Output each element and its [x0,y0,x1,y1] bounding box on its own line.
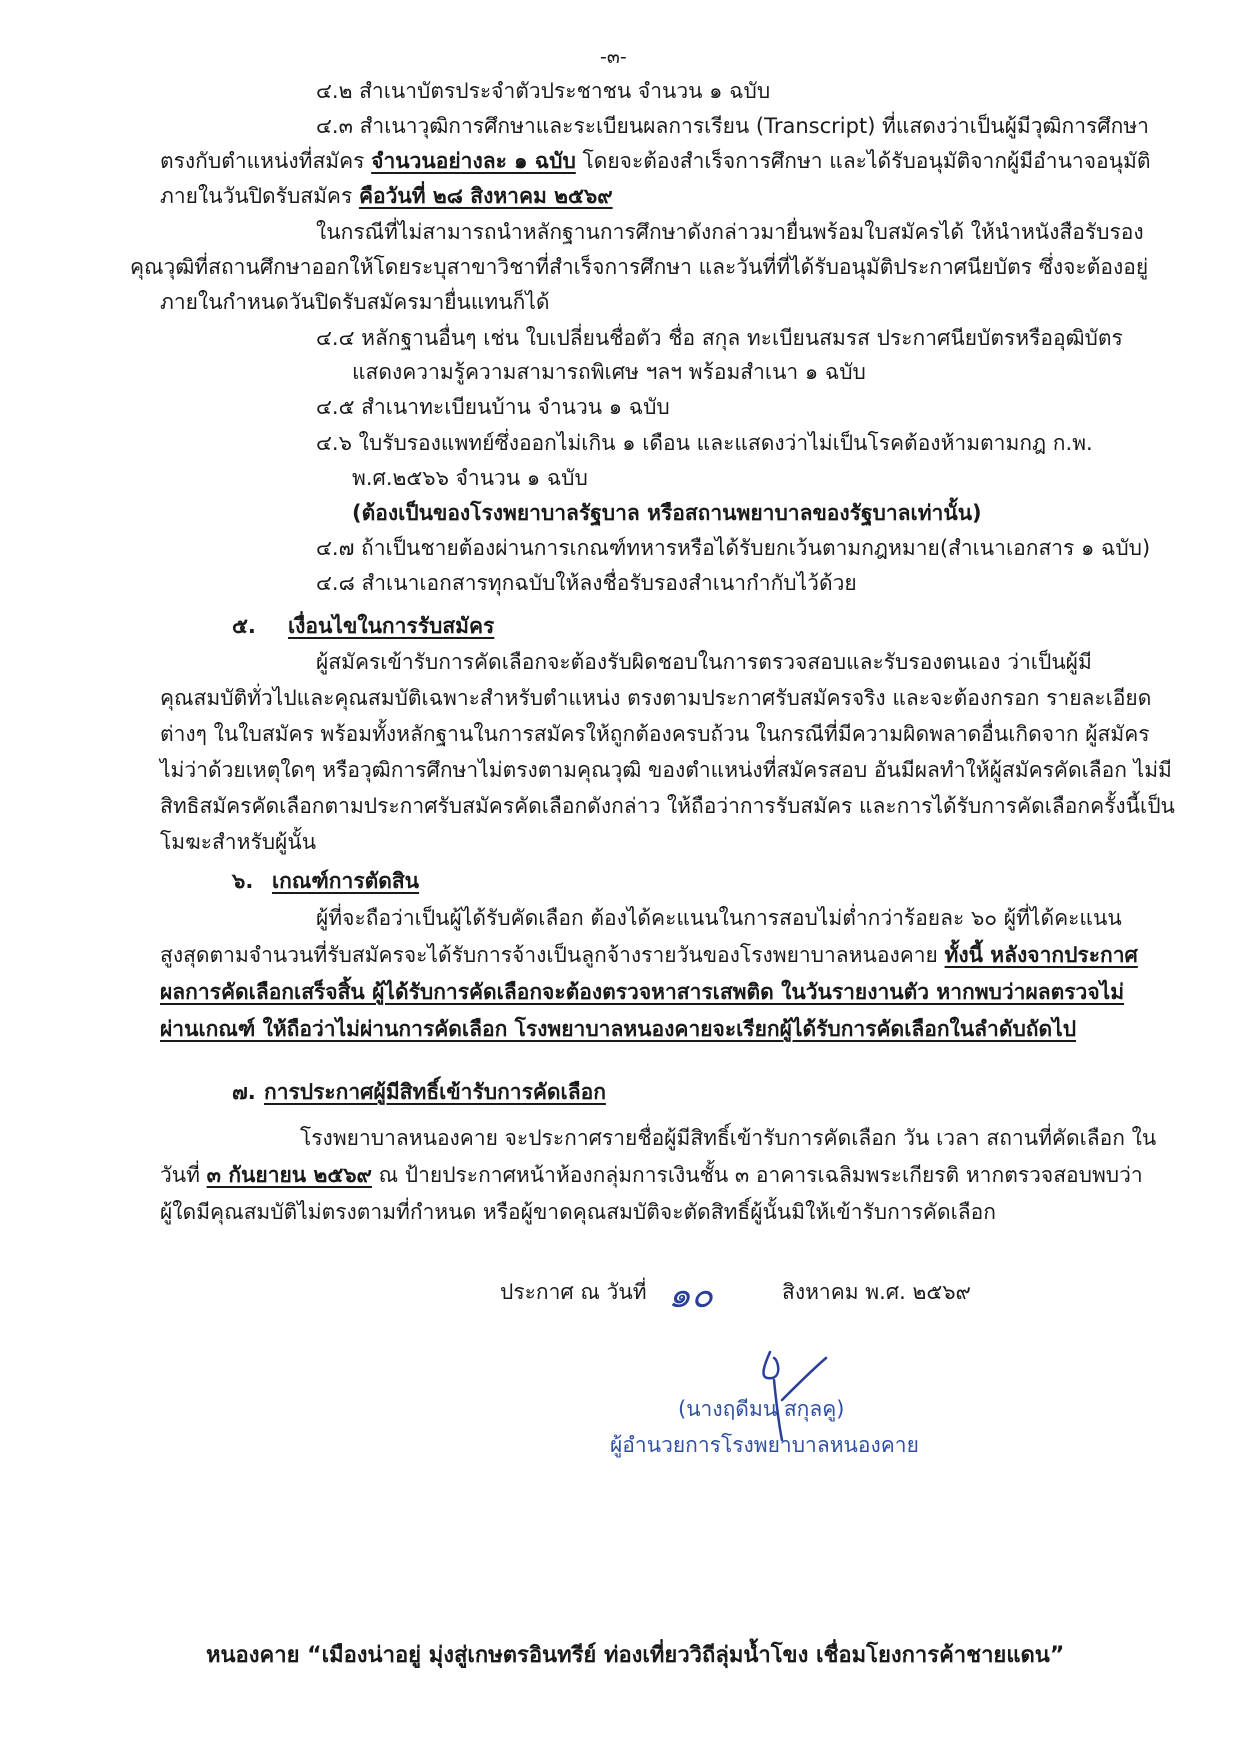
note-line1: ในกรณีที่ไม่สามารถนำหลักฐานการศึกษาดังกล่าวมายื่นพร้อมใบสมัครได้ ให้นำหนังสือรับรอง [316,220,1144,244]
section7-line1: โรงพยาบาลหนองคาย จะประกาศรายชื่อผู้มีสิทธิ์เข้ารับการคัดเลือก วัน เวลา สถานที่คัดเลือก ใน [300,1126,1157,1150]
section5-line: ผู้สมัครเข้ารับการคัดเลือกจะต้องรับผิดชอบในการตรวจสอบและรับรองตนเอง ว่าเป็นผู้มี [316,650,1092,674]
announce-suffix: สิงหาคม พ.ศ. ๒๕๖๙ [782,1280,971,1304]
section7-line2-rest: ณ ป้ายประกาศหน้าห้องกลุ่มการเงินชั้น ๓ อาคารเฉลิมพระเกียรติ หากตรวจสอบพบว่า [371,1163,1143,1187]
signatory-name: (นางฤดีมน สกุลคู) [678,1397,845,1421]
section7-line3: ผู้ใดมีคุณสมบัติไม่ตรงตามที่กำหนด หรือผู้ขาดคุณสมบัติจะตัดสิทธิ์ผู้นั้นมิให้เข้ารับการคัดเลือก [160,1200,996,1224]
announce-day-handwritten: ๑๐ [668,1275,713,1316]
item-4-3-line2-rest: โดยจะต้องสำเร็จการศึกษา และได้รับอนุมัติจากผู้มีอำนาจอนุมัติ [575,149,1151,173]
item-4-8: ๔.๘ สำเนาเอกสารทุกฉบับให้ลงชื่อรับรองสำเนากำกับไว้ด้วย [316,571,857,595]
item-4-4-line1: ๔.๔ หลักฐานอื่นๆ เช่น ใบเปลี่ยนชื่อตัว ชื่อ สกุล ทะเบียนสมรส ประกาศนียบัตรหรืออุฒิบัตร [316,326,1123,350]
item-4-6-line3: (ต้องเป็นของโรงพยาบาลรัฐบาล หรือสถานพยาบาลของรัฐบาลเท่านั้น) [352,501,982,525]
copies-emphasis: จำนวนอย่างละ ๑ ฉบับ [371,149,576,173]
section5-line: คุณสมบัติทั่วไปและคุณสมบัติเฉพาะสำหรับตำแหน่ง ตรงตามประกาศรับสมัครจริง และจะต้องกรอก รายละเอียด [160,686,1152,710]
note-line3: ภายในกำหนดวันปิดรับสมัครมายื่นแทนก็ได้ [160,290,550,314]
signatory-title: ผู้อำนวยการโรงพยาบาลหนองคาย [610,1433,919,1457]
section5-heading: เงื่อนไขในการรับสมัคร [288,614,495,638]
section5-line: โมฆะสำหรับผู้นั้น [160,830,317,854]
item-4-7: ๔.๗ ถ้าเป็นชายต้องผ่านการเกณฑ์ทหารหรือได้รับยกเว้นตามกฎหมาย(สำเนาเอกสาร ๑ ฉบับ) [316,536,1151,560]
item-4-3-line3 [160,181,613,211]
section7-line2 [160,1160,1143,1190]
item-4-5: ๔.๕ สำเนาทะเบียนบ้าน จำนวน ๑ ฉบับ [316,395,670,419]
footer-slogan: หนองคาย “เมืองน่าอยู่ มุ่งสู่เกษตรอินทรีย์ ท่องเที่ยววิถีลุ่มน้ำโขง เชื่อมโยงการค้าชายแดน” [206,1643,1065,1668]
announce-date-emphasis: ๓ กันยายน ๒๕๖๙ [206,1163,372,1187]
section5-line: ต่างๆ ในใบสมัคร พร้อมทั้งหลักฐานในการสมัครให้ถูกต้องครบถ้วน ในกรณีที่มีความผิดพลาดอื่นเกิดจาก ผู้สมัคร [160,722,1150,746]
page-number: -๓- [600,46,627,68]
section5-number: ๕. [232,614,256,638]
section7-heading: การประกาศผู้มีสิทธิ์เข้ารับการคัดเลือก [264,1080,606,1104]
announce-prefix: ประกาศ ณ วันที่ [500,1280,647,1304]
item-4-3-line1: ๔.๓ สำเนาวุฒิการศึกษาและระเบียนผลการเรียน (Transcript) ที่แสดงว่าเป็นผู้มีวุฒิการศึกษา [316,114,1149,138]
item-4-3-line2-text: ตรงกับตำแหน่งที่สมัคร [160,149,372,173]
note-line2: คุณวุฒิที่สถานศึกษาออกให้โดยระบุสาขาวิชาที่สำเร็จการศึกษา และวันที่ที่ได้รับอนุมัติประกาศนียบัตร ซึ่งจะต้องอยู่ [130,255,1149,279]
item-4-6-line2: พ.ศ.๒๕๖๖ จำนวน ๑ ฉบับ [352,466,588,490]
item-4-2: ๔.๒ สำเนาบัตรประจำตัวประชาชน จำนวน ๑ ฉบับ [316,79,771,103]
section5-line: สิทธิสมัครคัดเลือกตามประกาศรับสมัครคัดเลือกดังกล่าว ให้ถือว่าการรับสมัคร และการได้รับการคัดเลือกครั้งนี้เป็น [160,794,1175,818]
section7-line2-text: วันที่ [160,1163,207,1187]
closing-date-emphasis: คือวันที่ ๒๘ สิงหาคม ๒๕๖๙ [358,184,613,208]
section7-number: ๗. [232,1080,256,1104]
section6-line3: ผลการคัดเลือกเสร็จสิ้น ผู้ได้รับการคัดเลือกจะต้องตรวจหาสารเสพติด ในวันรายงานตัว หากพบว่าผลตรวจไม่ [160,980,1125,1004]
item-4-4-line2: แสดงความรู้ความสามารถพิเศษ ฯลฯ พร้อมสำเนา ๑ ฉบับ [352,360,866,384]
section6-line4: ผ่านเกณฑ์ ให้ถือว่าไม่ผ่านการคัดเลือก โรงพยาบาลหนองคายจะเรียกผู้ได้รับการคัดเลือกในลำดับถัดไป [160,1017,1077,1041]
drug-test-emphasis: ทั้งนี้ หลังจากประกาศ [944,943,1138,967]
item-4-3-line2 [160,146,1150,176]
section6-line2-text: สูงสุดตามจำนวนที่รับสมัครจะได้รับการจ้างเป็นลูกจ้างรายวันของโรงพยาบาลหนองคาย [160,943,945,967]
section6-number: ๖. [232,869,254,893]
section6-line2 [160,940,1138,970]
section5-line: ไม่ว่าด้วยเหตุใดๆ หรือวุฒิการศึกษาไม่ตรงตามคุณวุฒิ ของตำแหน่งที่สมัครสอบ อันมีผลทำให้ผู้สมัครคัดเลือก ไม่มี [160,758,1172,782]
item-4-6-line1: ๔.๖ ใบรับรองแพทย์ซึ่งออกไม่เกิน ๑ เดือน และแสดงว่าไม่เป็นโรคต้องห้ามตามกฎ ก.พ. [316,431,1093,455]
section6-heading: เกณฑ์การตัดสิน [272,869,420,893]
item-4-3-line3-text: ภายในวันปิดรับสมัคร [160,184,359,208]
section6-line1: ผู้ที่จะถือว่าเป็นผู้ได้รับคัดเลือก ต้องได้คะแนนในการสอบไม่ต่ำกว่าร้อยละ ๖๐ ผู้ที่ได้คะแนน [316,906,1122,930]
